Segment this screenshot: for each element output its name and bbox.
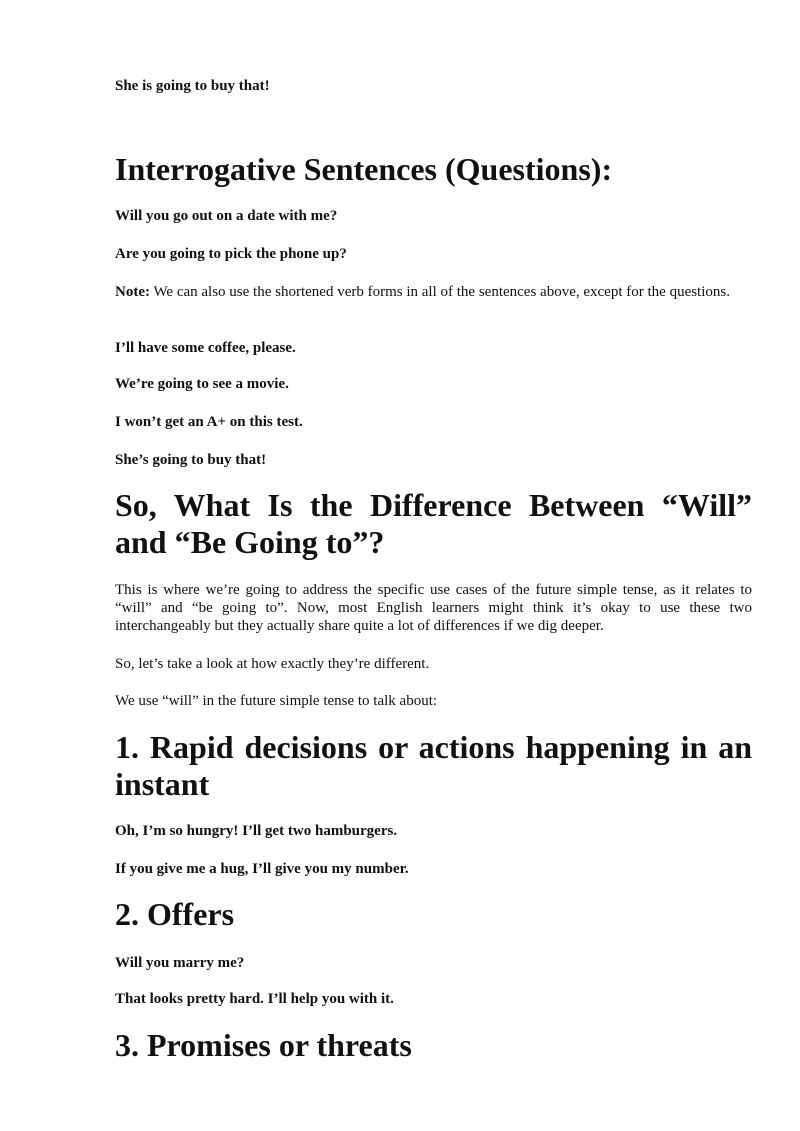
example-sentence: That looks pretty hard. I’ll help you with it. [115, 991, 394, 1007]
heading-difference: So, What Is the Difference Between “Will” and “Be Going to”? [115, 487, 752, 560]
example-sentence: We’re going to see a movie. [115, 376, 289, 392]
note-label: Note: [115, 284, 150, 300]
question-sentence: Will you go out on a date with me? [115, 208, 338, 224]
heading-rapid-decisions: 1. Rapid decisions or actions happening in an instant [115, 729, 752, 802]
heading-promises: 3. Promises or threats [115, 1027, 412, 1063]
example-sentence: She is going to buy that! [115, 78, 270, 94]
heading-offers: 2. Offers [115, 896, 235, 932]
heading-interrogative: Interrogative Sentences (Questions): [115, 151, 613, 187]
question-sentence: Are you going to pick the phone up? [115, 246, 347, 262]
example-sentence: If you give me a hug, I’ll give you my number. [115, 861, 409, 877]
body-paragraph: We use “will” in the future simple tense to talk about: [115, 693, 438, 709]
example-sentence: She’s going to buy that! [115, 452, 267, 468]
example-sentence: Oh, I’m so hungry! I’ll get two hamburgers. [115, 823, 398, 839]
example-sentence: I won’t get an A+ on this test. [115, 414, 303, 430]
note-text: We can also use the shortened verb forms in all of the sentences above, except for the questions. [149, 284, 730, 300]
note-paragraph [115, 283, 752, 301]
body-paragraph: This is where we’re going to address the specific use cases of the future simple tense, as it relates to “will” and “be going to”. Now, most English learners might think it’s okay to use these two interchangeably but they actually share quite a lot of differences if we dig deeper. [115, 582, 752, 634]
example-sentence: I’ll have some coffee, please. [115, 340, 296, 356]
example-sentence: Will you marry me? [115, 955, 245, 971]
body-paragraph: So, let’s take a look at how exactly they’re different. [115, 656, 430, 672]
